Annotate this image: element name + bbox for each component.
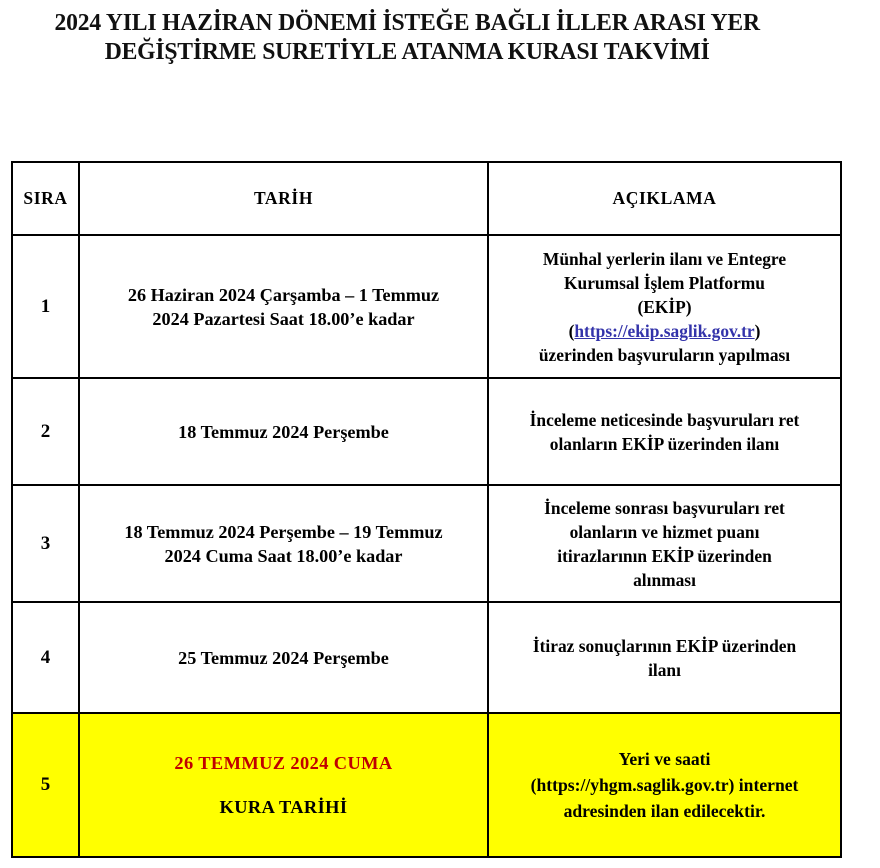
table-header-row (12, 162, 841, 235)
kura-schedule-table (11, 161, 842, 858)
table-row (12, 485, 841, 602)
page-title-line-1: 2024 YILI HAZİRAN DÖNEMİ İSTEĞE BAĞLI İLLER ARASI YER (54, 9, 760, 36)
close-paren: ) (754, 320, 761, 341)
description-line-2: (https://yhgm.saglik.gov.tr) internet (530, 775, 799, 795)
table-row-highlighted (12, 713, 841, 857)
row-date-line-1: 18 Temmuz 2024 Perşembe – 19 Temmuz (124, 521, 443, 542)
row-date-line-2: 2024 Cuma Saat 18.00’e kadar (164, 545, 403, 566)
description-line-3: (EKİP) (637, 296, 692, 317)
table-row (12, 378, 841, 485)
kura-date-label: KURA TARİHİ (219, 797, 348, 817)
description-line-2: Kurumsal İşlem Platformu (564, 272, 765, 293)
description-line-1: İtiraz sonuçlarının EKİP üzerinden (532, 635, 797, 656)
row-date-line-1: 18 Temmuz 2024 Perşembe (178, 421, 389, 442)
page-title-line-2: DEĞİŞTİRME SURETİYLE ATANMA KURASI TAKVİMİ (104, 38, 710, 65)
description-line-1: İnceleme sonrası başvuruları ret (544, 497, 785, 518)
description-line-2: olanların ve hizmet puanı (569, 521, 760, 542)
row-number-cell: 1 (12, 235, 79, 378)
description-line-2: ilanı (648, 659, 681, 680)
row-description-cell (488, 485, 841, 602)
description-line-1: Münhal yerlerin ilanı ve Entegre (542, 248, 787, 269)
row-date-cell (79, 485, 488, 602)
column-header-tarih: TARİH (79, 162, 488, 235)
table-row (12, 602, 841, 713)
open-paren: ( (568, 320, 575, 341)
row-date-cell (79, 602, 488, 713)
description-line-4: alınması (633, 569, 696, 590)
row-number-cell: 5 (12, 713, 79, 857)
description-line-5: üzerinden başvuruların yapılması (538, 344, 791, 365)
column-header-sira: SIRA (12, 162, 79, 235)
row-description-cell (488, 713, 841, 857)
table-row (12, 235, 841, 378)
table-header (12, 162, 841, 235)
row-description-cell (488, 602, 841, 713)
kura-date-text: 26 TEMMUZ 2024 CUMA (174, 753, 393, 773)
description-line-2: olanların EKİP üzerinden ilanı (549, 433, 780, 454)
page-title (26, 8, 788, 66)
row-description-cell (488, 378, 841, 485)
row-date-cell (79, 713, 488, 857)
row-number-cell: 2 (12, 378, 79, 485)
row-description-cell (488, 235, 841, 378)
row-date-line-1: 26 Haziran 2024 Çarşamba – 1 Temmuz (127, 284, 440, 305)
row-number-cell: 3 (12, 485, 79, 602)
description-line-1: Yeri ve saati (618, 749, 711, 769)
row-date-line-1: 25 Temmuz 2024 Perşembe (178, 647, 389, 668)
ekip-portal-link[interactable]: https://ekip.saglik.gov.tr (574, 320, 755, 341)
row-date-cell (79, 378, 488, 485)
column-header-aciklama: AÇIKLAMA (488, 162, 841, 235)
description-link-line (489, 319, 840, 343)
table-body (12, 235, 841, 857)
description-line-3: adresinden ilan edilecektir. (563, 801, 766, 821)
row-date-line-2: 2024 Pazartesi Saat 18.00’e kadar (152, 308, 415, 329)
row-number-cell: 4 (12, 602, 79, 713)
row-date-cell (79, 235, 488, 378)
description-line-3: itirazlarının EKİP üzerinden (557, 545, 772, 566)
description-line-1: İnceleme neticesinde başvuruları ret (529, 409, 800, 430)
